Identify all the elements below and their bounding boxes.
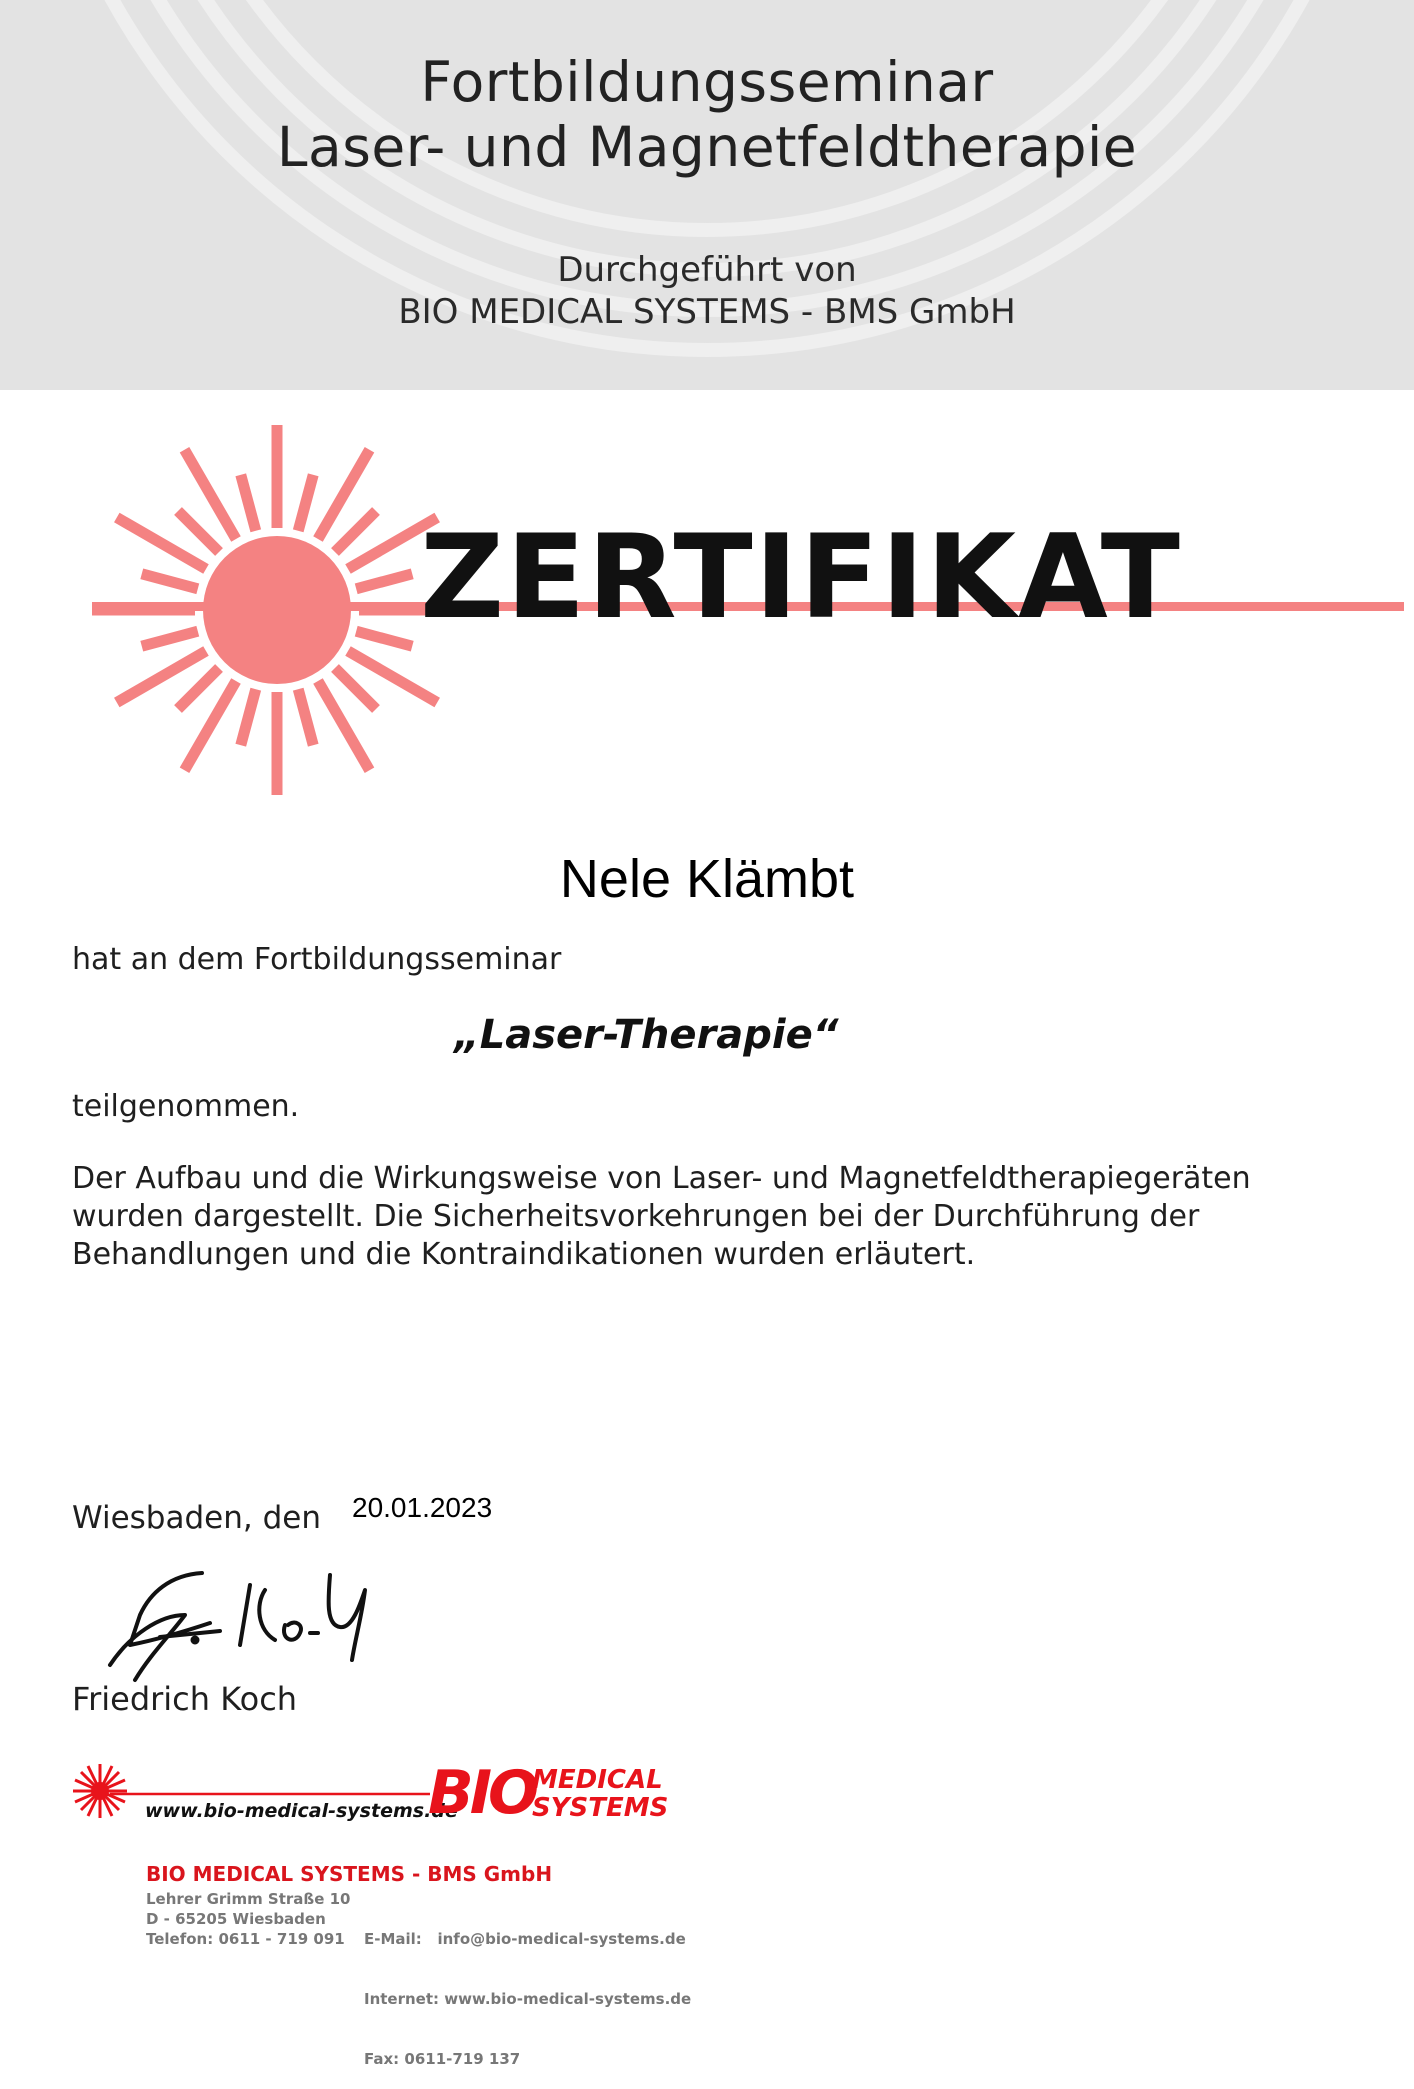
organizer-name: BIO MEDICAL SYSTEMS - BMS GmbH — [398, 292, 1016, 332]
contact-block — [364, 1889, 691, 2089]
header-band — [0, 0, 1414, 390]
sunburst-ray — [356, 574, 412, 589]
conducted-by-label: Durchgeführt von — [557, 250, 857, 290]
logo-systems: SYSTEMS — [532, 1793, 669, 1823]
intro-text: hat an dem Fortbildungsseminar — [72, 942, 562, 977]
street: Lehrer Grimm Straße 10 — [146, 1890, 351, 1908]
email[interactable]: E-Mail: info@bio-medical-systems.de — [364, 1930, 686, 1948]
description-paragraph: Der Aufbau und die Wirkungsweise von Laser- und Magnetfeldtherapiegeräten wurden dargestellt. Die Sicherheitsvorkehrungen bei der Durchführung der Behandlungen und die Kontraindikationen wurden erläutert. — [72, 1161, 1251, 1272]
sunburst-ray — [178, 511, 219, 552]
sunburst-ray — [178, 668, 219, 709]
city: D - 65205 Wiesbaden — [146, 1910, 326, 1928]
sunburst-ray — [298, 689, 313, 745]
signer-name: Friedrich Koch — [72, 1680, 298, 1718]
sunburst-ray — [142, 574, 198, 589]
handwritten-signature — [90, 1545, 380, 1685]
fax: Fax: 0611-719 137 — [364, 2050, 521, 2068]
sunburst-ray — [241, 475, 256, 531]
seminar-title: „Laser-Therapie“ — [454, 1012, 839, 1058]
seminar-title-line1: Fortbildungsseminar — [420, 50, 994, 114]
sunburst-ray — [356, 631, 412, 646]
logo-medical: MEDICAL — [532, 1765, 663, 1795]
sunburst-ray — [241, 689, 256, 745]
internet[interactable]: Internet: www.bio-medical-systems.de — [364, 1990, 692, 2008]
sunburst-ray — [298, 475, 313, 531]
sunburst-ray — [335, 668, 376, 709]
medical-systems-logo-text — [532, 1766, 668, 1822]
sunburst-ray — [335, 511, 376, 552]
bio-logo-text: BIO — [428, 1758, 536, 1828]
phone: Telefon: 0611 - 719 091 — [146, 1930, 345, 1948]
place-label: Wiesbaden, den — [72, 1500, 321, 1536]
seminar-title-line2: Laser- und Magnetfeldtherapie — [276, 115, 1138, 179]
company-name: BIO MEDICAL SYSTEMS - BMS GmbH — [146, 1862, 553, 1886]
certificate-heading: ZERTIFIKAT — [420, 510, 1182, 645]
address-block — [146, 1889, 351, 1949]
attended-text: teilgenommen. — [72, 1089, 300, 1124]
participant-name: Nele Klämbt — [559, 849, 855, 909]
certificate-date: 20.01.2023 — [352, 1492, 493, 1523]
website-link[interactable]: www.bio-medical-systems.de — [145, 1800, 458, 1822]
sunburst-ray — [142, 631, 198, 646]
